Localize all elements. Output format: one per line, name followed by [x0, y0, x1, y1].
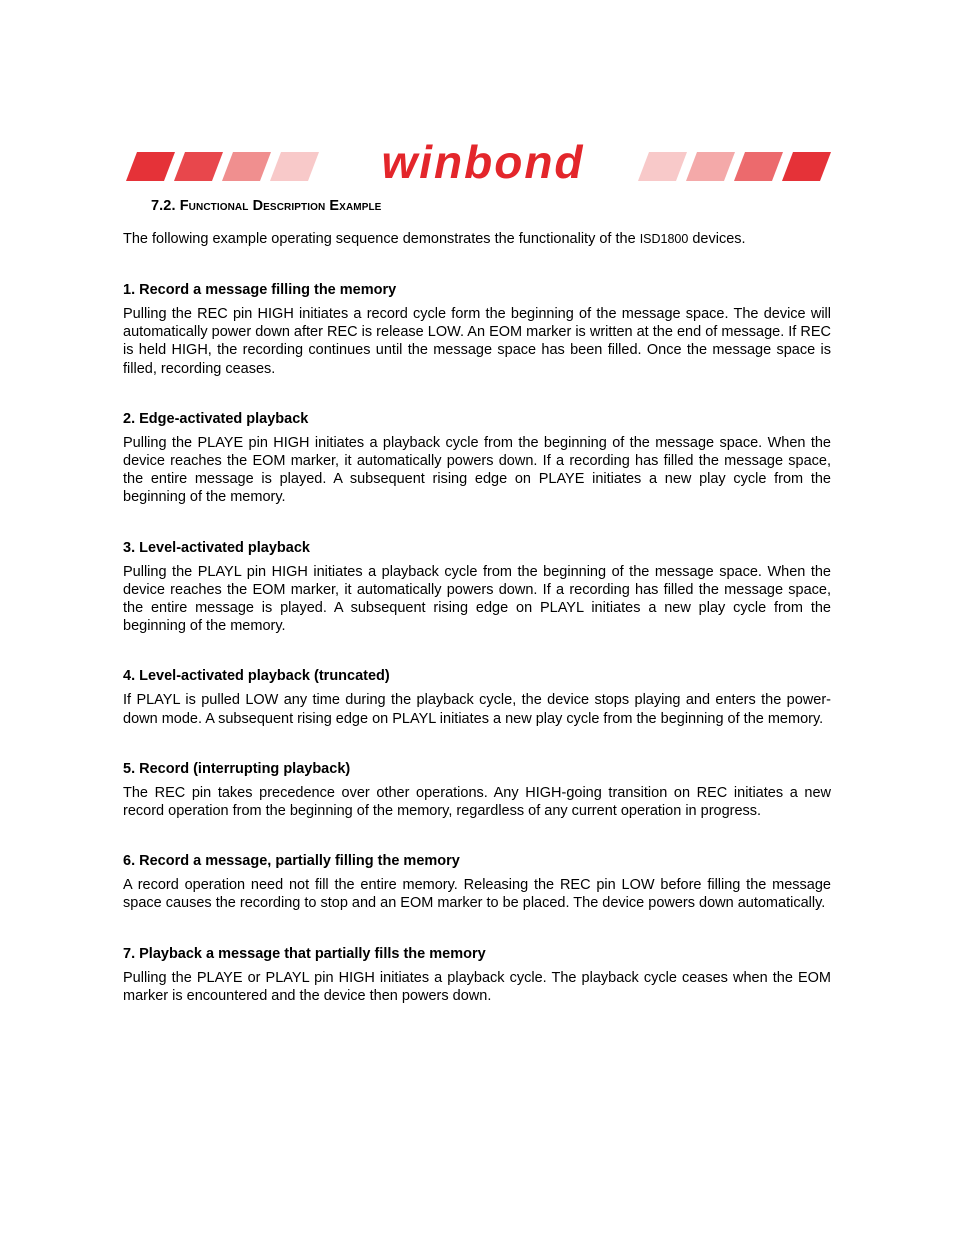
- step-item: [123, 410, 831, 507]
- winbond-logo-icon: [123, 140, 831, 184]
- logo-stripe: [734, 152, 783, 181]
- step-item: [123, 539, 831, 636]
- logo-stripe: [782, 152, 831, 181]
- part-number: ISD1800: [639, 232, 689, 246]
- step-body: A record operation need not fill the entire memory. Releasing the REC pin LOW before filling the message space causes the recording to stop and an EOM marker to be placed. The device powers down automatically.: [123, 877, 831, 912]
- step-item: [123, 760, 831, 820]
- logo-stripe: [126, 152, 175, 181]
- logo-stripe: [222, 152, 271, 181]
- step-item: [123, 852, 831, 912]
- section-title: 7.2. Functional Description Example: [151, 198, 382, 214]
- step-body: Pulling the PLAYE pin HIGH initiates a playback cycle from the beginning of the message space. When the device reaches the EOM marker, it automatically powers down. If a recording has filled the message space, the entire message is played. A subsequent rising edge on PLAYE initiates a new play cycle from the beginning of the memory.: [123, 434, 831, 506]
- logo-stripe: [638, 152, 687, 181]
- logo-stripe: [174, 152, 223, 181]
- step-heading: 2. Edge-activated playback: [123, 410, 309, 427]
- step-heading: 6. Record a message, partially filling the memory: [123, 853, 460, 870]
- logo-wordmark: winbond: [381, 140, 585, 184]
- step-body: Pulling the PLAYL pin HIGH initiates a playback cycle from the beginning of the message space. When the device reaches the EOM marker, it automatically powers down. If a recording has filled the message space, the entire message is played. A subsequent rising edge on PLAYL initiates a new play cycle from the beginning of the memory.: [123, 563, 831, 635]
- step-item: [123, 667, 831, 727]
- intro-text-before: The following example operating sequence demonstrates the functionality of the: [123, 231, 640, 247]
- intro-paragraph: [123, 230, 831, 248]
- step-body: If PLAYL is pulled LOW any time during the playback cycle, the device stops playing and enters the power-down mode. A subsequent rising edge on PLAYL initiates a new play cycle from the beginning of the memory.: [123, 692, 831, 727]
- step-list: [123, 281, 831, 1037]
- step-item: [123, 945, 831, 1005]
- step-heading: 1. Record a message filling the memory: [123, 282, 397, 298]
- step-body: Pulling the PLAYE or PLAYL pin HIGH initiates a playback cycle. The playback cycle ceases when the EOM marker is encountered and the device then powers down.: [123, 969, 831, 1004]
- step-heading: 7. Playback a message that partially fills the memory: [123, 945, 486, 962]
- logo-stripe: [686, 152, 735, 181]
- intro-text-after: devices.: [688, 231, 746, 247]
- step-body: Pulling the REC pin HIGH initiates a record cycle form the beginning of the message space. The device will automatically power down after REC is release LOW. An EOM marker is written at the end of message. If REC is held HIGH, the recording continues until the message space has been filled. Once the message space is filled, recording ceases.: [123, 306, 831, 377]
- step-heading: 4. Level-activated playback (truncated): [123, 668, 390, 685]
- step-heading: 5. Record (interrupting playback): [123, 760, 351, 777]
- logo-stripe: [270, 152, 319, 181]
- winbond-logo-banner: [123, 140, 831, 184]
- step-body: The REC pin takes precedence over other operations. Any HIGH-going transition on REC initiates a new record operation from the beginning of the memory, regardless of any current operation in progress.: [123, 784, 831, 820]
- step-item: [123, 281, 831, 378]
- step-heading: 3. Level-activated playback: [123, 539, 310, 556]
